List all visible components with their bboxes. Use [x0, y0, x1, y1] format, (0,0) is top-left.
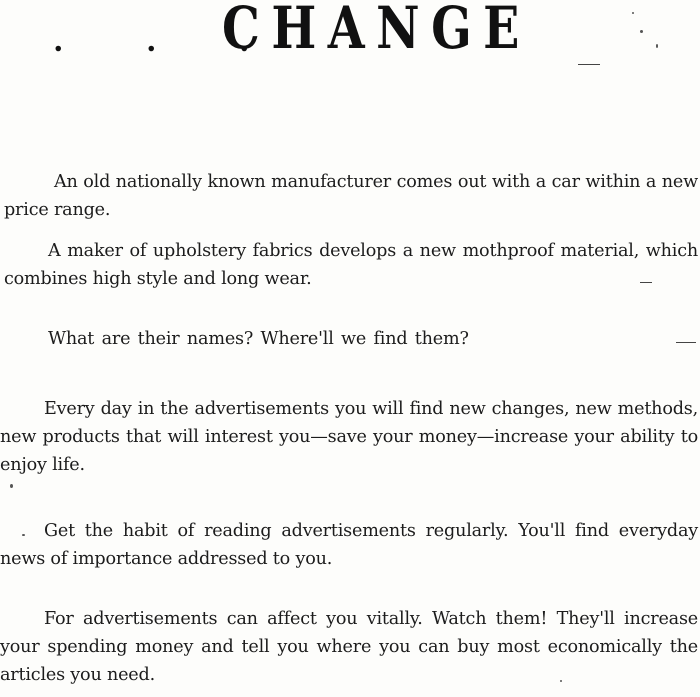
scan-speck — [10, 484, 13, 488]
scan-speck — [632, 12, 634, 14]
scan-mark — [640, 282, 652, 283]
scan-mark — [578, 64, 600, 65]
paragraph-car-manufacturer: An old nationally known manufacturer comes out with a car within a new price range. — [4, 172, 698, 220]
paragraph-every-day: Every day in the advertisements you will find new changes, new methods, new products that will interest you—save your money—increase your ability to enjoy life. — [0, 399, 698, 475]
scan-speck — [560, 680, 562, 682]
scan-speck — [656, 44, 658, 48]
headline-title: CHANGE — [222, 0, 531, 62]
scan-speck — [22, 534, 25, 536]
paragraph-habit: Get the habit of reading advertisements regularly. You'll find everyday news of importance addressed to you. — [0, 521, 698, 569]
headline-ellipsis: . . . — [54, 22, 287, 59]
scan-speck — [640, 30, 643, 33]
paragraph-vitally: For advertisements can affect you vitally. Watch them! They'll increase your spending money and tell you where you can buy most economically the articles you need. — [0, 609, 698, 685]
headline — [40, 0, 600, 60]
scan-mark — [676, 342, 696, 343]
paragraph-question: What are their names? Where'll we find them? — [48, 329, 469, 349]
paragraph-upholstery-maker: A maker of upholstery fabrics develops a new mothproof material, which combines high style and long wear. — [4, 241, 698, 289]
